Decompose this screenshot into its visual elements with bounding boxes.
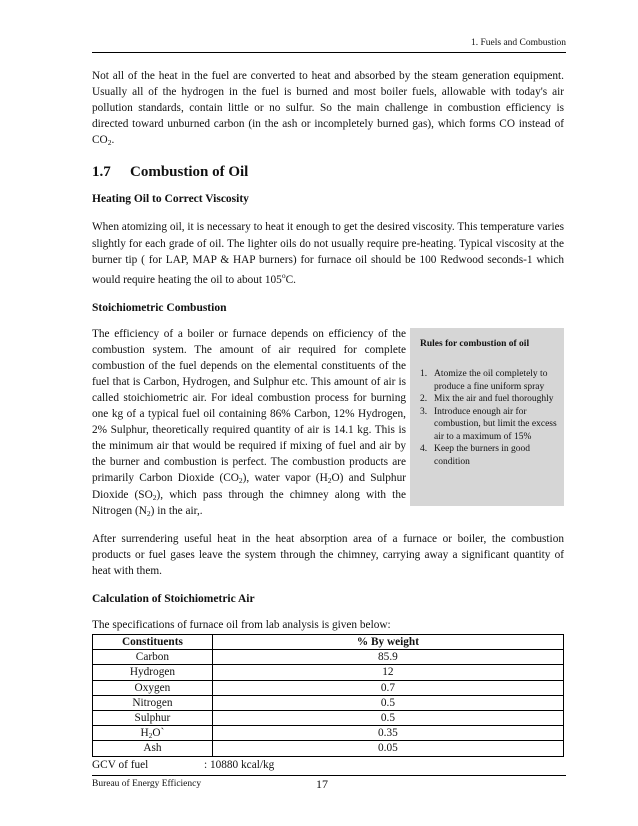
intro-paragraph: Not all of the heat in the fuel are converted to heat and absorbed by the steam generation equipment. Usually all of the hydrogen in the fuel is burned and most boiler fuels, allowable with today's air pollution standards, contain little or no sulfur. So the main challenge in combustion efficiency is directed toward unburned carbon (in the ash or incompletely burned gas), which forms CO instead of $CO_2$. [92,70,564,148]
constituents-table [92,634,564,757]
table-row: Nitrogen 0.5 [93,695,564,710]
calc-heading: Calculation of Stoichiometric Air [92,593,255,606]
table-row: Hydrogen 12 [93,665,564,680]
stoich-heading: Stoichiometric Combustion [92,301,227,314]
section-title [92,164,564,181]
table-row: Oxygen 0.7 [93,680,564,695]
gcv-value: : 10880 kcal/kg [204,758,275,771]
rules-callout-box [410,328,564,506]
column-header-weight: % By weight [212,635,563,650]
running-header: 1. Fuels and Combustion [470,38,566,48]
table-row: Carbon 85.9 [93,650,564,665]
gcv-label: GCV of fuel [92,758,149,771]
page-content [92,68,564,771]
rules-item: 1. Atomize the oil completely to produce a fine uniform spray [420,369,548,392]
column-header-constituents: Constituents [93,635,213,650]
gcv-line [92,759,564,771]
heating-paragraph: When atomizing oil, it is necessary to heat it enough to get the desired viscosity. This temperature varies slightly for each grade of oil. The lighter oils do not usually require pre-heating. Typical viscosity at the burner tip ( for LAP, MAP & HAP burners) for furnace oil should be 100 Redwood seconds-1 which would require heating the oil to about 105$^o$C. [92,221,564,286]
rules-item: 4. Keep the burners in good condition [420,444,531,467]
rules-item: 2. Mix the air and fuel thoroughly [420,394,554,405]
stoich-block [92,326,564,519]
table-row: Ash 0.05 [93,741,564,756]
rules-item: 3. Introduce enough air for combustion, but limit the excess air to a maximum of 15% [420,406,557,442]
section-number: 1.7 [92,164,111,181]
page-number: 17 [316,777,328,791]
table-header-row [93,635,564,650]
rules-title: Rules for combustion of oil [420,338,530,349]
after-paragraph: After surrendering useful heat in the heat absorption area of a furnace or boiler, the combustion products or fuel gases leave the system through the chimney, carrying away a significant quantity of heat with them. [92,532,564,577]
footer-publisher: Bureau of Energy Efficiency [92,779,202,789]
footer-rule [92,775,566,776]
spec-intro: The specifications of furnace oil from lab analysis is given below: [92,619,391,632]
header-rule [92,52,566,53]
table-row: Sulphur 0.5 [93,711,564,726]
stoich-paragraph: The efficiency of a boiler or furnace depends on efficiency of the combustion system. The amount of air required for complete combustion of the fuel depends on the elemental constituents of the fuel that is Carbon, Hydrogen, and Sulphur etc. This amount of air is called stoichiometric air. For ideal combustion process for burning one kg of a typical fuel oil containing 86% Carbon, 12% Hydrogen, 2% Sulphur, theoretically required quantity of air is 14.1 kg. This is the minimum air that would be required if mixing of fuel and air by the burner and combustion is perfect. The combustion products are primarily Carbon Dioxide $(CO_2)$, water vapor $(H_2O)$ and Sulphur Dioxide $(SO_2)$, which pass through the chimney along with the Nitrogen $(N_2)$ in the air,. [92,327,406,518]
heating-heading: Heating Oil to Correct Viscosity [92,193,249,206]
table-row: $H_2O`$ 0.35 [93,726,564,741]
section-title-text: Combustion of Oil [130,164,249,181]
